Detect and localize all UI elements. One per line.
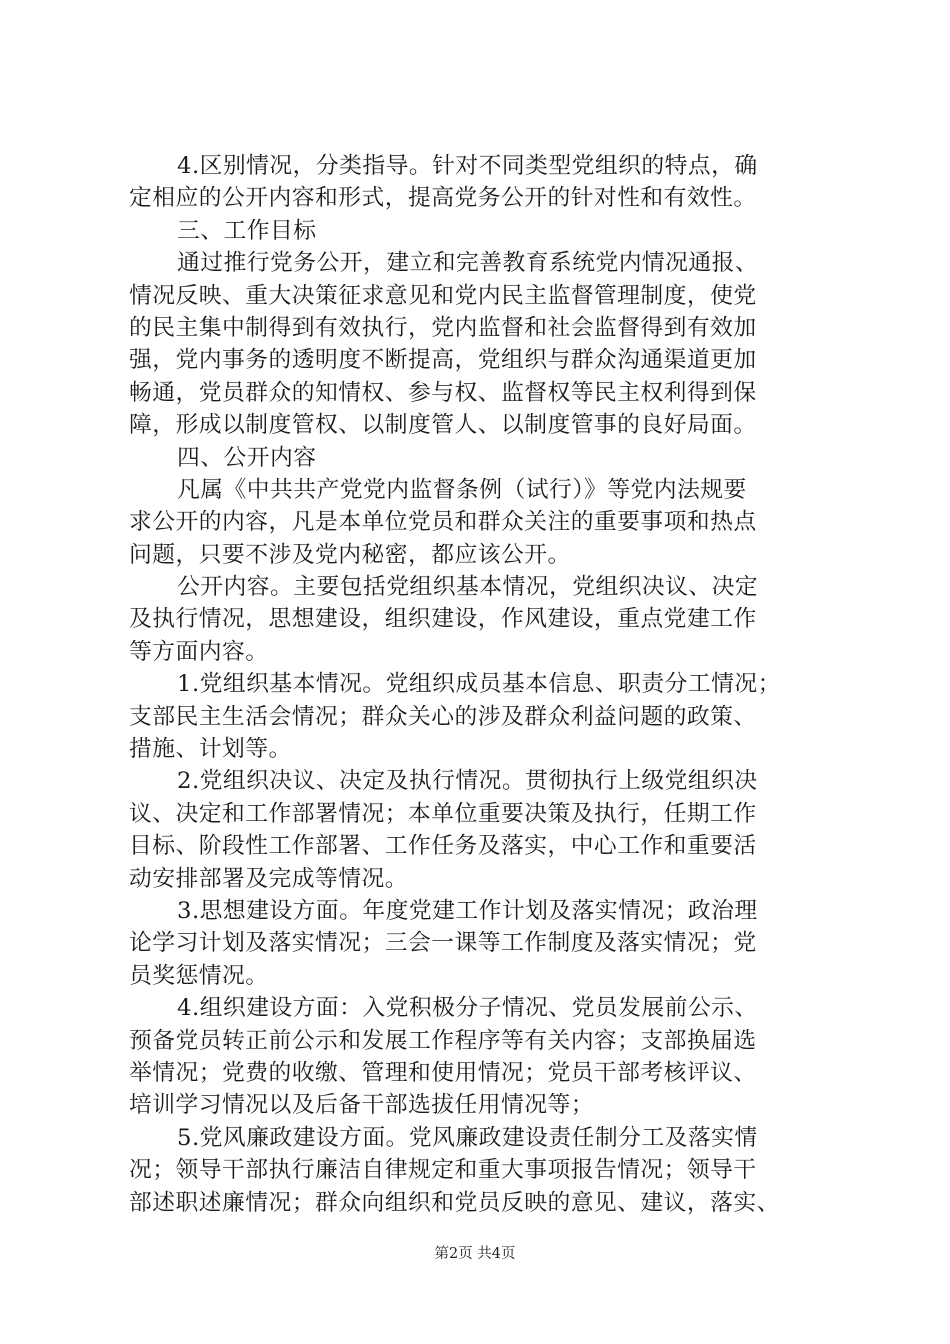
paragraph-line: 通过推行党务公开，建立和完善教育系统党内情况通报、 (177, 250, 759, 277)
paragraph-line: 论学习计划及落实情况；三会一课等工作制度及落实情况；党 (129, 930, 757, 957)
paragraph-line: 求公开的内容，凡是本单位党员和群众关注的重要事项和热点 (129, 509, 757, 536)
document-body (129, 150, 837, 1219)
paragraph-line: 预备党员转正前公示和发展工作程序等有关内容；支部换届选 (129, 1027, 757, 1054)
paragraph-line: 四、公开内容 (177, 444, 317, 471)
paragraph-line: 1.党组织基本情况。党组织成员基本信息、职责分工情况； (177, 671, 781, 698)
paragraph-line: 4.组织建设方面：入党积极分子情况、党员发展前公示、 (177, 995, 758, 1022)
paragraph-line: 2.党组织决议、决定及执行情况。贯彻执行上级党组织决 (177, 768, 758, 795)
paragraph-line: 等方面内容。 (129, 638, 269, 665)
paragraph-line: 目标、阶段性工作部署、工作任务及落实，中心工作和重要活 (129, 833, 757, 860)
paragraph-line: 措施、计划等。 (129, 736, 292, 763)
paragraph-line: 强，党内事务的透明度不断提高，党组织与群众沟通渠道更加 (129, 347, 757, 374)
paragraph-line: 及执行情况，思想建设，组织建设，作风建设，重点党建工作 (129, 606, 757, 633)
paragraph-line: 三、工作目标 (177, 217, 317, 244)
paragraph-line: 障，形成以制度管权、以制度管人、以制度管事的良好局面。 (129, 412, 757, 439)
paragraph-line: 问题，只要不涉及党内秘密，都应该公开。 (129, 541, 571, 568)
paragraph-line: 部述职述廉情况；群众向组织和党员反映的意见、建议，落实、 (129, 1189, 780, 1216)
paragraph-line: 员奖惩情况。 (129, 962, 269, 989)
paragraph-line: 公开内容。主要包括党组织基本情况，党组织决议、决定 (177, 574, 759, 601)
paragraph-line: 3.思想建设方面。年度党建工作计划及落实情况；政治理 (177, 897, 758, 924)
paragraph-line: 凡属《中共共产党党内监督条例（试行）》等党内法规要 (177, 476, 747, 503)
paragraph-line: 4.区别情况，分类指导。针对不同类型党组织的特点，确 (177, 153, 758, 179)
page-footer: 第2页 共4页 (434, 1246, 516, 1262)
paragraph-line: 培训学习情况以及后备干部选拔任用情况等； (129, 1092, 594, 1119)
paragraph-line: 畅通，党员群众的知情权、参与权、监督权等民主权利得到保 (129, 379, 757, 406)
paragraph-line: 举情况；党费的收缴、管理和使用情况；党员干部考核评议、 (129, 1059, 757, 1086)
paragraph-line: 的民主集中制得到有效执行，党内监督和社会监督得到有效加 (129, 314, 757, 341)
paragraph-line: 况；领导干部执行廉洁自律规定和重大事项报告情况；领导干 (129, 1157, 757, 1184)
paragraph-line: 定相应的公开内容和形式，提高党务公开的针对性和有效性。 (129, 185, 757, 212)
paragraph-line: 动安排部署及完成等情况。 (129, 865, 408, 892)
paragraph-line: 支部民主生活会情况；群众关心的涉及群众利益问题的政策、 (129, 703, 757, 730)
paragraph-line: 情况反映、重大决策征求意见和党内民主监督管理制度，使党 (129, 282, 757, 309)
paragraph-line: 议、决定和工作部署情况；本单位重要决策及执行，任期工作 (129, 800, 757, 827)
paragraph-line: 5.党风廉政建设方面。党风廉政建设责任制分工及落实情 (177, 1124, 758, 1151)
